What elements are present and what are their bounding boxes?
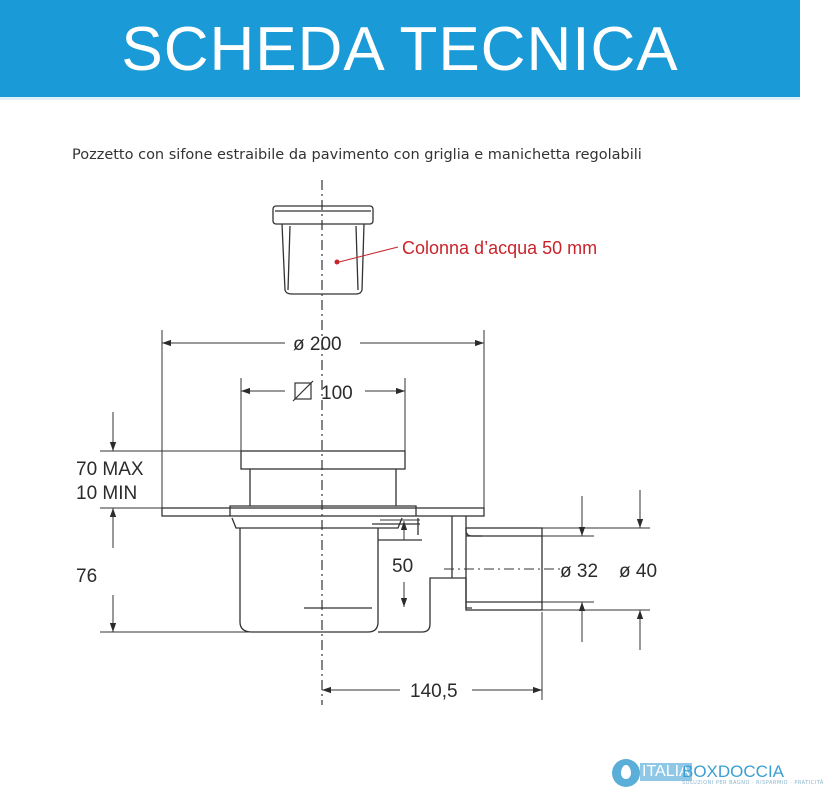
grate-sleeve	[241, 451, 405, 506]
callout-leader	[339, 247, 398, 262]
water-column-part	[273, 206, 373, 294]
water-column-callout: Colonna d’acqua 50 mm	[402, 238, 598, 258]
water-seal-label: 50	[392, 556, 414, 577]
water-drop-icon	[612, 759, 640, 787]
logo-text-a: ITALIA	[642, 763, 690, 780]
flange-diameter-label: ø 200	[293, 334, 342, 355]
square-diameter-icon	[293, 381, 313, 401]
logo-tagline: SOLUZIONI PER BAGNO · RISPARMIO · PRATICITÀ	[682, 780, 824, 786]
outlet-inner-diameter-label: ø 32	[560, 561, 599, 582]
body-height-label: 76	[76, 566, 98, 587]
outlet-outer-diameter-label: ø 40	[619, 561, 658, 582]
page-title: SCHEDA TECNICA	[121, 15, 679, 84]
logo-text-b: BOXDOCCIA	[682, 762, 785, 781]
height-max-label: 70 MAX	[76, 459, 144, 480]
product-description: Pozzetto con sifone estraibile da pavimento con griglia e manichetta regolabili	[72, 147, 642, 163]
callout-dot	[335, 260, 340, 265]
grate-size-label: 100	[321, 383, 353, 404]
outlet-offset-label: 140,5	[410, 681, 458, 702]
height-min-label: 10 MIN	[76, 483, 138, 504]
brand-logo	[612, 757, 824, 789]
drain-flange	[162, 506, 484, 516]
